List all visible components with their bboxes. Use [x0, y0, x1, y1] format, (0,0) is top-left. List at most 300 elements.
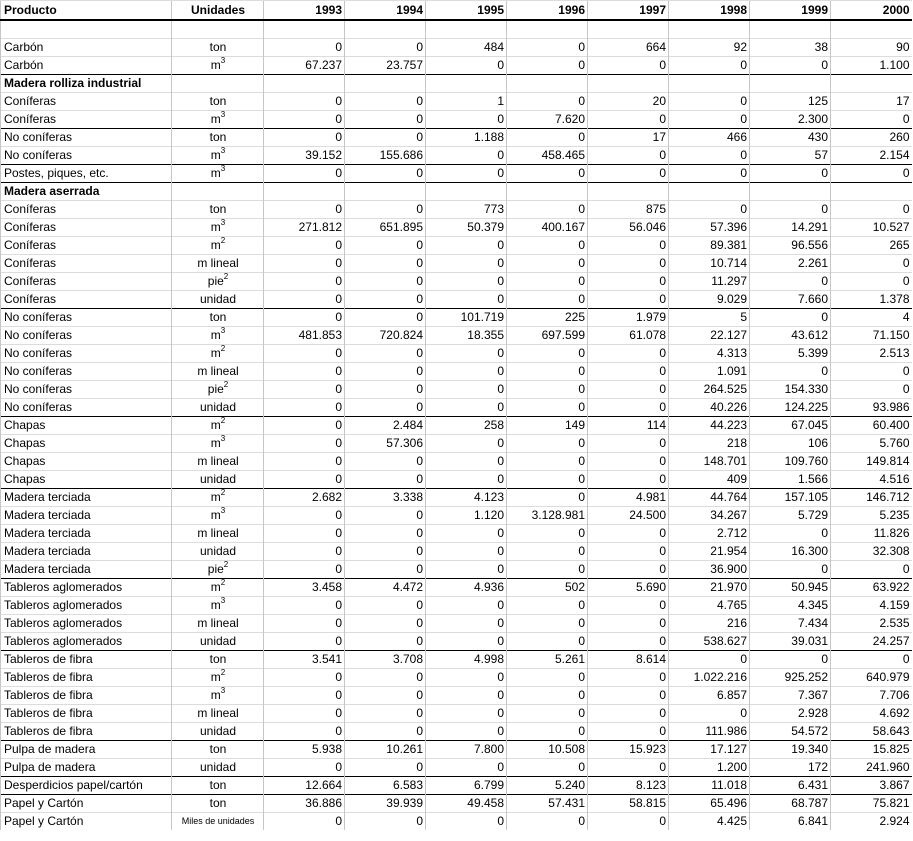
value-cell: 0	[507, 129, 588, 147]
value-cell: 3.458	[264, 579, 345, 597]
value-cell: 148.701	[669, 453, 750, 471]
value-cell: 0	[264, 615, 345, 633]
value-cell: 720.824	[345, 327, 426, 345]
value-cell: 5.938	[264, 741, 345, 759]
table-row	[1, 543, 912, 561]
unit-exponent: 3	[220, 434, 226, 443]
value-cell: 0	[669, 147, 750, 165]
value-cell: 6.841	[750, 813, 831, 831]
product-cell: Tableros aglomerados	[1, 579, 172, 597]
table-row	[1, 309, 912, 327]
header-product: Producto	[1, 1, 172, 21]
value-cell: 1.566	[750, 471, 831, 489]
section-title: Madera aserrada	[1, 183, 172, 201]
value-cell: 39.939	[345, 795, 426, 813]
unit-cell	[172, 525, 264, 543]
unit-text: unidad	[199, 292, 237, 306]
empty-cell	[750, 75, 831, 93]
value-cell: 0	[831, 111, 912, 129]
value-cell: 4.936	[426, 579, 507, 597]
unit-exponent: 3	[220, 164, 226, 173]
value-cell: 0	[507, 435, 588, 453]
value-cell: 7.800	[426, 741, 507, 759]
unit-cell	[172, 219, 264, 237]
value-cell: 24.500	[588, 507, 669, 525]
value-cell: 19.340	[750, 741, 831, 759]
value-cell: 0	[345, 471, 426, 489]
value-cell: 538.627	[669, 633, 750, 651]
unit-text: m	[210, 508, 221, 522]
value-cell: 71.150	[831, 327, 912, 345]
unit-text: m	[210, 580, 221, 594]
empty-cell	[172, 20, 264, 39]
product-cell: No coníferas	[1, 327, 172, 345]
value-cell: 90	[831, 39, 912, 57]
unit-cell	[172, 507, 264, 525]
value-cell: 225	[507, 309, 588, 327]
value-cell: 0	[750, 165, 831, 183]
empty-cell	[345, 75, 426, 93]
product-cell: No coníferas	[1, 147, 172, 165]
header-year: 1998	[669, 1, 750, 21]
value-cell: 67.237	[264, 57, 345, 75]
value-cell: 0	[588, 759, 669, 777]
unit-cell	[172, 615, 264, 633]
value-cell: 57	[750, 147, 831, 165]
value-cell: 23.757	[345, 57, 426, 75]
value-cell: 20	[588, 93, 669, 111]
value-cell: 0	[345, 291, 426, 309]
value-cell: 0	[507, 381, 588, 399]
value-cell: 0	[507, 597, 588, 615]
value-cell: 0	[345, 237, 426, 255]
unit-cell	[172, 381, 264, 399]
value-cell: 172	[750, 759, 831, 777]
value-cell: 11.018	[669, 777, 750, 795]
table-row	[1, 579, 912, 597]
value-cell: 109.760	[750, 453, 831, 471]
value-cell: 0	[345, 39, 426, 57]
value-cell: 58.815	[588, 795, 669, 813]
product-cell: Tableros aglomerados	[1, 597, 172, 615]
empty-cell	[669, 20, 750, 39]
product-cell: No coníferas	[1, 363, 172, 381]
value-cell: 38	[750, 39, 831, 57]
value-cell: 15.923	[588, 741, 669, 759]
value-cell: 0	[345, 111, 426, 129]
unit-cell	[172, 273, 264, 291]
unit-text: m	[210, 58, 221, 72]
value-cell: 7.434	[750, 615, 831, 633]
unit-exponent: 2	[220, 344, 226, 353]
value-cell: 0	[588, 273, 669, 291]
value-cell: 0	[426, 345, 507, 363]
product-cell: Postes, piques, etc.	[1, 165, 172, 183]
value-cell: 40.226	[669, 399, 750, 417]
value-cell: 0	[426, 363, 507, 381]
empty-cell	[588, 20, 669, 39]
value-cell: 640.979	[831, 669, 912, 687]
value-cell: 260	[831, 129, 912, 147]
value-cell: 0	[426, 633, 507, 651]
value-cell: 10.714	[669, 255, 750, 273]
unit-cell	[172, 597, 264, 615]
value-cell: 5.261	[507, 651, 588, 669]
value-cell: 0	[669, 57, 750, 75]
unit-cell	[172, 543, 264, 561]
value-cell: 2.535	[831, 615, 912, 633]
value-cell: 17	[588, 129, 669, 147]
unit-text: m	[210, 598, 221, 612]
unit-exponent: 3	[220, 326, 226, 335]
value-cell: 0	[588, 687, 669, 705]
value-cell: 0	[264, 255, 345, 273]
value-cell: 39.031	[750, 633, 831, 651]
value-cell: 0	[345, 93, 426, 111]
product-cell: Tableros aglomerados	[1, 615, 172, 633]
unit-exponent: 3	[220, 56, 226, 65]
value-cell: 0	[507, 759, 588, 777]
value-cell: 5.240	[507, 777, 588, 795]
unit-cell	[172, 147, 264, 165]
table-row	[1, 345, 912, 363]
value-cell: 271.812	[264, 219, 345, 237]
header-year: 1997	[588, 1, 669, 21]
unit-cell	[172, 327, 264, 345]
empty-cell	[1, 20, 172, 39]
unit-text: m lineal	[197, 706, 239, 720]
unit-exponent: 2	[220, 668, 226, 677]
value-cell: 39.152	[264, 147, 345, 165]
value-cell: 2.513	[831, 345, 912, 363]
value-cell: 10.261	[345, 741, 426, 759]
unit-cell	[172, 93, 264, 111]
value-cell: 0	[507, 291, 588, 309]
unit-cell	[172, 399, 264, 417]
value-cell: 5.729	[750, 507, 831, 525]
value-cell: 664	[588, 39, 669, 57]
unit-exponent: 3	[220, 686, 226, 695]
unit-text: m lineal	[197, 616, 239, 630]
value-cell: 2.712	[669, 525, 750, 543]
value-cell: 400.167	[507, 219, 588, 237]
value-cell: 502	[507, 579, 588, 597]
value-cell: 0	[426, 57, 507, 75]
product-cell: Pulpa de madera	[1, 759, 172, 777]
table-row	[1, 417, 912, 435]
value-cell: 0	[669, 165, 750, 183]
product-cell: Carbón	[1, 57, 172, 75]
value-cell: 124.225	[750, 399, 831, 417]
value-cell: 0	[264, 237, 345, 255]
value-cell: 1.979	[588, 309, 669, 327]
value-cell: 0	[426, 273, 507, 291]
value-cell: 7.367	[750, 687, 831, 705]
value-cell: 0	[750, 525, 831, 543]
unit-text: ton	[209, 310, 227, 324]
product-cell: Chapas	[1, 417, 172, 435]
value-cell: 1.200	[669, 759, 750, 777]
unit-text: m	[210, 112, 221, 126]
value-cell: 651.895	[345, 219, 426, 237]
value-cell: 17	[831, 93, 912, 111]
value-cell: 0	[345, 687, 426, 705]
unit-exponent: 2	[220, 578, 226, 587]
value-cell: 0	[507, 615, 588, 633]
unit-text: unidad	[199, 724, 237, 738]
empty-cell	[588, 183, 669, 201]
value-cell: 0	[588, 237, 669, 255]
table-row	[1, 111, 912, 129]
value-cell: 1.120	[426, 507, 507, 525]
table-row	[1, 129, 912, 147]
value-cell: 32.308	[831, 543, 912, 561]
empty-cell	[345, 183, 426, 201]
value-cell: 4.981	[588, 489, 669, 507]
value-cell: 0	[831, 273, 912, 291]
table-row	[1, 489, 912, 507]
table-row	[1, 615, 912, 633]
value-cell: 12.664	[264, 777, 345, 795]
value-cell: 258	[426, 417, 507, 435]
value-cell: 0	[345, 759, 426, 777]
empty-cell	[426, 75, 507, 93]
unit-text: pie	[207, 562, 224, 576]
value-cell: 3.128.981	[507, 507, 588, 525]
value-cell: 0	[426, 813, 507, 831]
value-cell: 7.620	[507, 111, 588, 129]
product-cell: Chapas	[1, 471, 172, 489]
value-cell: 149.814	[831, 453, 912, 471]
value-cell: 264.525	[669, 381, 750, 399]
value-cell: 4.765	[669, 597, 750, 615]
unit-text: m	[210, 238, 221, 252]
value-cell: 0	[507, 255, 588, 273]
value-cell: 0	[507, 525, 588, 543]
table-row	[1, 237, 912, 255]
value-cell: 24.257	[831, 633, 912, 651]
unit-cell	[172, 417, 264, 435]
value-cell: 216	[669, 615, 750, 633]
value-cell: 0	[588, 345, 669, 363]
value-cell: 0	[264, 399, 345, 417]
unit-cell	[172, 453, 264, 471]
value-cell: 5.399	[750, 345, 831, 363]
value-cell: 57.396	[669, 219, 750, 237]
value-cell: 65.496	[669, 795, 750, 813]
table-row	[1, 687, 912, 705]
value-cell: 0	[345, 525, 426, 543]
empty-cell	[264, 75, 345, 93]
unit-cell	[172, 651, 264, 669]
value-cell: 0	[588, 147, 669, 165]
value-cell: 3.708	[345, 651, 426, 669]
header-row	[1, 1, 912, 21]
value-cell: 0	[669, 93, 750, 111]
value-cell: 93.986	[831, 399, 912, 417]
table-row	[1, 327, 912, 345]
value-cell: 157.105	[750, 489, 831, 507]
value-cell: 0	[750, 363, 831, 381]
section-row	[1, 183, 912, 201]
value-cell: 0	[345, 165, 426, 183]
value-cell: 2.924	[831, 813, 912, 831]
unit-exponent: 3	[220, 218, 226, 227]
value-cell: 0	[345, 363, 426, 381]
value-cell: 0	[264, 471, 345, 489]
header-units: Unidades	[172, 1, 264, 21]
value-cell: 0	[831, 363, 912, 381]
unit-text: ton	[209, 40, 227, 54]
table-row	[1, 381, 912, 399]
value-cell: 8.614	[588, 651, 669, 669]
product-cell: Tableros de fibra	[1, 651, 172, 669]
value-cell: 0	[588, 615, 669, 633]
table-row	[1, 759, 912, 777]
value-cell: 0	[507, 723, 588, 741]
value-cell: 0	[507, 561, 588, 579]
value-cell: 0	[264, 723, 345, 741]
value-cell: 2.682	[264, 489, 345, 507]
value-cell: 0	[588, 813, 669, 831]
value-cell: 0	[345, 273, 426, 291]
value-cell: 4.345	[750, 597, 831, 615]
value-cell: 0	[426, 435, 507, 453]
value-cell: 481.853	[264, 327, 345, 345]
value-cell: 67.045	[750, 417, 831, 435]
product-cell: Madera terciada	[1, 489, 172, 507]
table-row	[1, 435, 912, 453]
unit-cell	[172, 201, 264, 219]
unit-cell	[172, 129, 264, 147]
value-cell: 0	[669, 651, 750, 669]
value-cell: 4	[831, 309, 912, 327]
value-cell: 0	[507, 633, 588, 651]
value-cell: 3.867	[831, 777, 912, 795]
product-cell: Chapas	[1, 435, 172, 453]
unit-cell	[172, 687, 264, 705]
empty-cell	[507, 183, 588, 201]
unit-cell	[172, 633, 264, 651]
product-cell: Madera terciada	[1, 561, 172, 579]
value-cell: 0	[264, 633, 345, 651]
unit-cell	[172, 759, 264, 777]
empty-cell	[669, 75, 750, 93]
unit-text: unidad	[199, 634, 237, 648]
value-cell: 75.821	[831, 795, 912, 813]
value-cell: 4.472	[345, 579, 426, 597]
unit-cell	[172, 363, 264, 381]
value-cell: 0	[345, 129, 426, 147]
value-cell: 0	[264, 291, 345, 309]
value-cell: 0	[507, 471, 588, 489]
unit-text: ton	[209, 742, 227, 756]
table-row	[1, 705, 912, 723]
unit-text: m	[210, 148, 221, 162]
value-cell: 61.078	[588, 327, 669, 345]
table-row	[1, 147, 912, 165]
value-cell: 21.970	[669, 579, 750, 597]
product-cell: Carbón	[1, 39, 172, 57]
value-cell: 0	[588, 381, 669, 399]
value-cell: 0	[426, 723, 507, 741]
value-cell: 0	[426, 669, 507, 687]
value-cell: 0	[426, 165, 507, 183]
value-cell: 0	[264, 453, 345, 471]
value-cell: 0	[507, 237, 588, 255]
section-title: Madera rolliza industrial	[1, 75, 172, 93]
value-cell: 0	[264, 705, 345, 723]
unit-cell	[172, 741, 264, 759]
value-cell: 0	[345, 633, 426, 651]
unit-cell	[172, 435, 264, 453]
value-cell: 0	[507, 165, 588, 183]
unit-cell	[172, 795, 264, 813]
header-year: 1995	[426, 1, 507, 21]
value-cell: 0	[669, 705, 750, 723]
value-cell: 2.484	[345, 417, 426, 435]
value-cell: 0	[264, 345, 345, 363]
unit-text: ton	[209, 796, 227, 810]
value-cell: 9.029	[669, 291, 750, 309]
table-row	[1, 255, 912, 273]
product-cell: Tableros aglomerados	[1, 633, 172, 651]
value-cell: 2.154	[831, 147, 912, 165]
value-cell: 0	[750, 201, 831, 219]
unit-exponent: 2	[223, 560, 229, 569]
value-cell: 0	[426, 561, 507, 579]
unit-text: m	[210, 328, 221, 342]
value-cell: 0	[426, 291, 507, 309]
unit-cell	[172, 237, 264, 255]
table-row	[1, 453, 912, 471]
value-cell: 0	[750, 561, 831, 579]
value-cell: 697.599	[507, 327, 588, 345]
empty-cell	[426, 183, 507, 201]
value-cell: 6.799	[426, 777, 507, 795]
table-row	[1, 795, 912, 813]
value-cell: 0	[426, 543, 507, 561]
value-cell: 43.612	[750, 327, 831, 345]
product-cell: Papel y Cartón	[1, 813, 172, 831]
value-cell: 8.123	[588, 777, 669, 795]
value-cell: 0	[831, 381, 912, 399]
value-cell: 4.159	[831, 597, 912, 615]
value-cell: 0	[588, 705, 669, 723]
table-row	[1, 777, 912, 795]
value-cell: 0	[426, 759, 507, 777]
value-cell: 17.127	[669, 741, 750, 759]
table-row	[1, 633, 912, 651]
product-cell: Coníferas	[1, 291, 172, 309]
unit-exponent: 2	[223, 380, 229, 389]
value-cell: 0	[588, 561, 669, 579]
product-cell: No coníferas	[1, 309, 172, 327]
value-cell: 0	[345, 705, 426, 723]
value-cell: 0	[426, 687, 507, 705]
product-cell: Tableros de fibra	[1, 687, 172, 705]
unit-cell	[172, 723, 264, 741]
value-cell: 15.825	[831, 741, 912, 759]
unit-text: m	[210, 436, 221, 450]
value-cell: 49.458	[426, 795, 507, 813]
value-cell: 265	[831, 237, 912, 255]
value-cell: 2.928	[750, 705, 831, 723]
value-cell: 4.692	[831, 705, 912, 723]
product-cell: Coníferas	[1, 255, 172, 273]
unit-cell	[172, 291, 264, 309]
value-cell: 0	[345, 309, 426, 327]
